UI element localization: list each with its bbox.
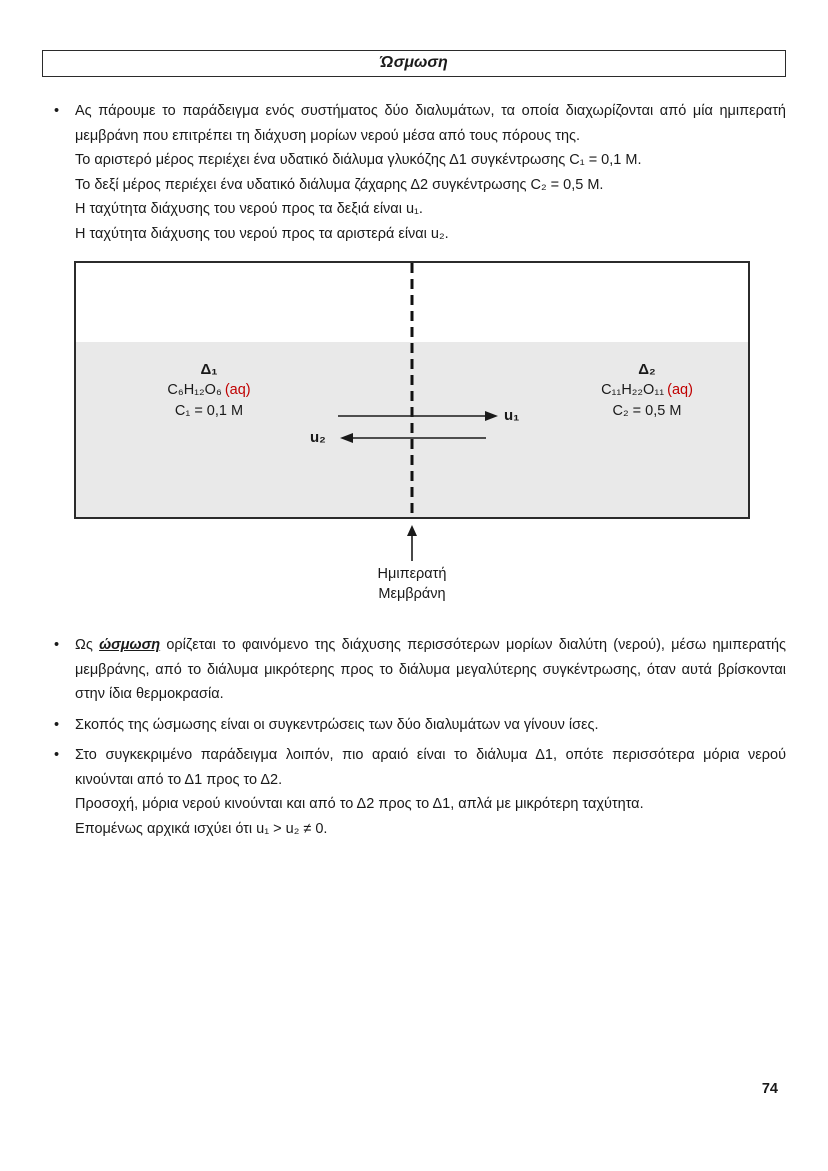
definition-bullet-item: [42, 633, 786, 707]
osmosis-term: ώσμωση: [99, 637, 161, 653]
right-solution-concentration: C₂ = 0,5 M: [612, 403, 682, 419]
membrane-pointer-arrow-icon: [404, 525, 420, 561]
purpose-bullet-body: [75, 713, 786, 738]
section-title-box: [42, 50, 786, 77]
example-bullet-body: [75, 743, 786, 841]
purpose-text: Σκοπός της ώσμωσης είναι οι συγκεντρώσεις των δύο διαλυμάτων να γίνουν ίσες.: [75, 716, 599, 733]
u1-label: u₁: [504, 407, 520, 424]
intro-bullet-item: [42, 99, 786, 246]
u1-arrowhead-icon: [485, 411, 498, 421]
u2-rate-description: Η ταχύτητα διάχυσης του νερού προς τα αριστερά είναι u₂.: [75, 225, 449, 242]
left-solution-formula: C₆H₁₂O₆: [167, 382, 222, 398]
definition-bullet-body: [75, 633, 786, 707]
intro-bullet-list: [42, 99, 786, 246]
example-main-text: Στο συγκεκριμένο παράδειγμα λοιπόν, πιο αραιό είναι το διάλυμα Δ1, οπότε περισσότερα μόρια νερού κινούνται από το Δ1 προς το Δ2.: [75, 747, 786, 788]
right-solution-formula: C₁₁H₂₂O₁₁: [601, 382, 665, 398]
page-number: 74: [761, 1081, 778, 1097]
right-solution-formula-line: [562, 380, 732, 401]
u1-rate-description: Η ταχύτητα διάχυσης του νερού προς τα δεξιά είναι u₁.: [75, 201, 423, 217]
example-note-text: Προσοχή, μόρια νερού κινούνται και από το Δ2 προς το Δ1, απλά με μικρότερη ταχύτητα.: [75, 796, 644, 812]
intro-overview-text: Ας πάρουμε το παράδειγμα ενός συστήματος δύο διαλυμάτων, τα οποία διαχωρίζονται από μία ημιπερατή μεμβράνη που επιτρέπει τη διάχυση μορίων νερού μέσα από τους πόρους της.: [75, 103, 786, 144]
left-aq-state: (aq): [224, 382, 251, 398]
right-solution-description: Το δεξί μέρος περιέχει ένα υδατικό διάλυμα ζάχαρης Δ2 συγκέντρωσης C₂ = 0,5 M.: [75, 176, 604, 193]
left-solution-name: Δ₁: [200, 361, 218, 378]
left-solution-block: [124, 359, 294, 422]
bullet-marker: •: [54, 716, 60, 733]
right-solution-name: Δ₂: [638, 361, 656, 378]
page-content: [42, 0, 786, 847]
intro-bullet-body: [75, 99, 786, 246]
u2-arrowhead-icon: [340, 433, 353, 443]
example-conclusion-text: Επομένως αρχικά ισχύει ότι u₁ > u₂ ≠ 0.: [75, 820, 328, 837]
bullet-marker: •: [54, 103, 60, 119]
vessel: [74, 261, 750, 519]
definition-rest: ορίζεται το φαινόμενο της διάχυσης περισσότερων μορίων διαλύτη (νερού), μέσω ημιπερατής μεμβράνης, από το διάλυμα μικρότερης προς το διάλυμα μεγαλύτερης συγκέντρωσης, όταν αυτά βρίσκονται στην ίδια θερμοκρασία.: [75, 637, 787, 702]
definition-prefix: Ως: [75, 637, 100, 653]
membrane-caption-line2: Μεμβράνη: [378, 585, 446, 602]
definition-text: [75, 633, 786, 707]
left-solution-description: Το αριστερό μέρος περιέχει ένα υδατικό διάλυμα γλυκόζης Δ1 συγκέντρωσης C₁ = 0,1 M.: [75, 152, 642, 168]
left-solution-concentration: C₁ = 0,1 M: [174, 403, 244, 419]
purpose-bullet-item: [42, 713, 786, 738]
left-solution-formula-line: [124, 380, 294, 401]
example-bullet-item: [42, 743, 786, 841]
membrane-caption-area: [74, 519, 750, 607]
right-aq-state: (aq): [667, 382, 693, 398]
pointer-arrowhead-icon: [407, 525, 417, 536]
section-title: Ώσμωση: [380, 54, 448, 71]
conclusion-bullet-list: [42, 633, 786, 841]
u2-label: u₂: [310, 429, 326, 446]
bullet-marker: •: [54, 637, 60, 653]
bullet-marker: •: [54, 747, 60, 763]
membrane-caption: [332, 565, 492, 604]
membrane-caption-line1: Ημιπερατή: [377, 566, 447, 582]
osmosis-diagram: [74, 261, 750, 607]
right-solution-block: [562, 359, 732, 422]
